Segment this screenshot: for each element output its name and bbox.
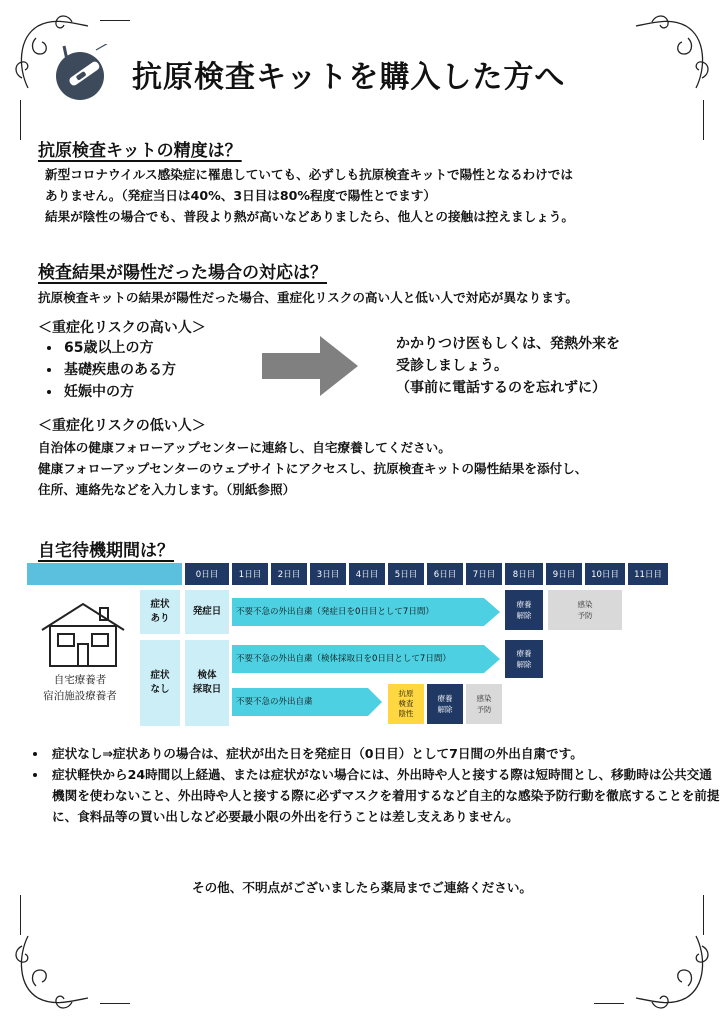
frame-line-bottom-right (594, 1003, 624, 1004)
symptom-yes-label (140, 590, 180, 634)
accuracy-line-3: 結果が陰性の場合でも、普段より熱が高いなどありましたら、他人との接触は控えましょう。 (45, 209, 574, 224)
footer-contact: その他、不明点がございましたら薬局までご連絡ください。 (191, 880, 533, 895)
frame-line-bottom-left (100, 1003, 130, 1004)
day-1: 1日目 (232, 563, 268, 585)
positive-intro: 抗原検査キットの結果が陽性だった場合、重症化リスクの高い人と低い人で対応が異なります。 (38, 290, 579, 305)
kit-test-line-2: 検査 (398, 699, 414, 708)
release-3-line-1: 療養 (437, 694, 453, 703)
day-3: 3日目 (310, 563, 346, 585)
low-risk-label: ＜重症化リスクの低い人＞ (38, 418, 206, 434)
accuracy-line-2: ありません。（発症当日は40%、3日目は80%程度で陽性とでます） (45, 188, 436, 203)
caption-facility-care: 宿泊施設療養者 (43, 690, 117, 702)
frame-line-top-left (100, 20, 130, 21)
frame-line-left-top (20, 100, 21, 140)
isolation-period-heading: 自宅待機期間は？ (38, 541, 174, 561)
corner-ornament-bottom-right (626, 926, 716, 1016)
sample-day-label (185, 640, 229, 726)
sample-day-line-2: 採取日 (192, 684, 222, 695)
day-7: 7日目 (466, 563, 502, 585)
high-risk-advice-1: かかりつけ医もしくは、発熱外来を (396, 336, 620, 352)
symptom-no-line-2: なし (150, 684, 170, 695)
kit-test-cell (388, 684, 424, 724)
high-risk-label: ＜重症化リスクの高い人＞ (38, 320, 206, 336)
symptom-yes-line-1: 症状 (150, 599, 170, 610)
release-1-line-2: 解除 (516, 611, 532, 620)
day-0: 0日目 (185, 563, 229, 585)
house-icon (38, 600, 128, 668)
prevention-2-line-2: 予防 (476, 705, 492, 714)
high-risk-advice-2: 受診しましょう。 (396, 358, 508, 374)
release-cell-2 (505, 640, 543, 678)
symptom-yes-line-2: あり (150, 613, 170, 624)
symptom-no-label (140, 640, 180, 726)
frame-line-left-bottom (20, 895, 21, 935)
corner-ornament-top-right (626, 8, 716, 98)
day-4: 4日目 (349, 563, 385, 585)
day-5: 5日目 (388, 563, 424, 585)
isolation-notes (30, 743, 720, 827)
symptom-no-line-1: 症状 (150, 670, 170, 681)
release-2-line-1: 療養 (516, 649, 532, 658)
positive-response-heading: 検査結果が陽性だった場合の対応は？ (38, 263, 327, 283)
onset-day-label: 発症日 (185, 590, 229, 634)
day-9: 9日目 (546, 563, 582, 585)
frame-line-right-bottom (703, 895, 704, 935)
release-2-line-2: 解除 (516, 660, 532, 669)
low-risk-line-2: 健康フォローアップセンターのウェブサイトにアクセスし、抗原検査キットの陽性結果を添付し、 (38, 461, 588, 476)
release-cell-3 (427, 684, 463, 724)
kit-test-line-3: 陰性 (398, 709, 414, 718)
release-cell-1 (505, 590, 543, 630)
release-3-line-2: 解除 (437, 705, 453, 714)
day-2: 2日目 (271, 563, 307, 585)
house-caption (24, 672, 136, 704)
timeline-header-blank (27, 563, 182, 585)
sample-day-line-1: 検体 (197, 670, 217, 681)
day-6: 6日目 (427, 563, 463, 585)
release-1-line-1: 療養 (516, 600, 532, 609)
accuracy-line-1: 新型コロナウイルス感染症に罹患していても、必ずしも抗原検査キットで陽性となるわけでは (45, 167, 573, 182)
list-item: • 症状なし⇒症状ありの場合は、症状が出た日を発症日（0日目）として7日間の外出自粛です。 (48, 743, 720, 764)
prevention-cell-1 (548, 590, 622, 630)
frame-line-right-top (703, 100, 704, 140)
arrow-bar-short-label: 不要不急の外出自粛 (236, 697, 313, 707)
day-8: 8日目 (505, 563, 543, 585)
prevention-1-line-1: 感染 (577, 600, 593, 609)
prevention-1-line-2: 予防 (577, 611, 593, 620)
day-11: 11日目 (628, 563, 668, 585)
day-10: 10日目 (585, 563, 625, 585)
corner-ornament-bottom-left (8, 926, 98, 1016)
caption-home-care: 自宅療養者 (53, 674, 107, 686)
prevention-cell-2 (466, 684, 502, 724)
right-arrow-icon (262, 336, 358, 396)
low-risk-line-1: 自治体の健康フォローアップセンターに連絡し、自宅療養してください。 (38, 440, 451, 455)
accuracy-heading: 抗原検査キットの精度は？ (38, 141, 242, 161)
list-item: • 妊娠中の方 (62, 381, 176, 403)
list-item: • 基礎疾患のある方 (62, 359, 176, 381)
arrow-bar-onset-label: 不要不急の外出自粛（発症日を0日目として7日間） (236, 607, 434, 617)
list-item: • 65歳以上の方 (62, 337, 176, 359)
high-risk-advice-3: （事前に電話するのを忘れずに） (396, 380, 606, 396)
prevention-2-line-1: 感染 (476, 694, 492, 703)
list-item: • 症状軽快から24時間以上経過、または症状がない場合には、外出時や人と接する際は短時間とし、移動時は公共交通機関を使わないこと、外出時や人と接する際に必ずマスクを着用するなど自主的な感染予防行動を徹底することを前提に、食料品等の買い出しなど必要最小限の外出を行うことは差し支えありません。 (48, 764, 720, 827)
low-risk-line-3: 住所、連絡先などを入力します。（別紙参照） (38, 482, 296, 497)
kit-test-line-1: 抗原 (398, 689, 414, 698)
high-risk-list (40, 337, 176, 403)
arrow-bar-sample-label: 不要不急の外出自粛（検体採取日を0日目として7日間） (236, 654, 451, 664)
test-kit-icon (50, 44, 110, 104)
page-title: 抗原検査キットを購入した方へ (132, 60, 566, 95)
